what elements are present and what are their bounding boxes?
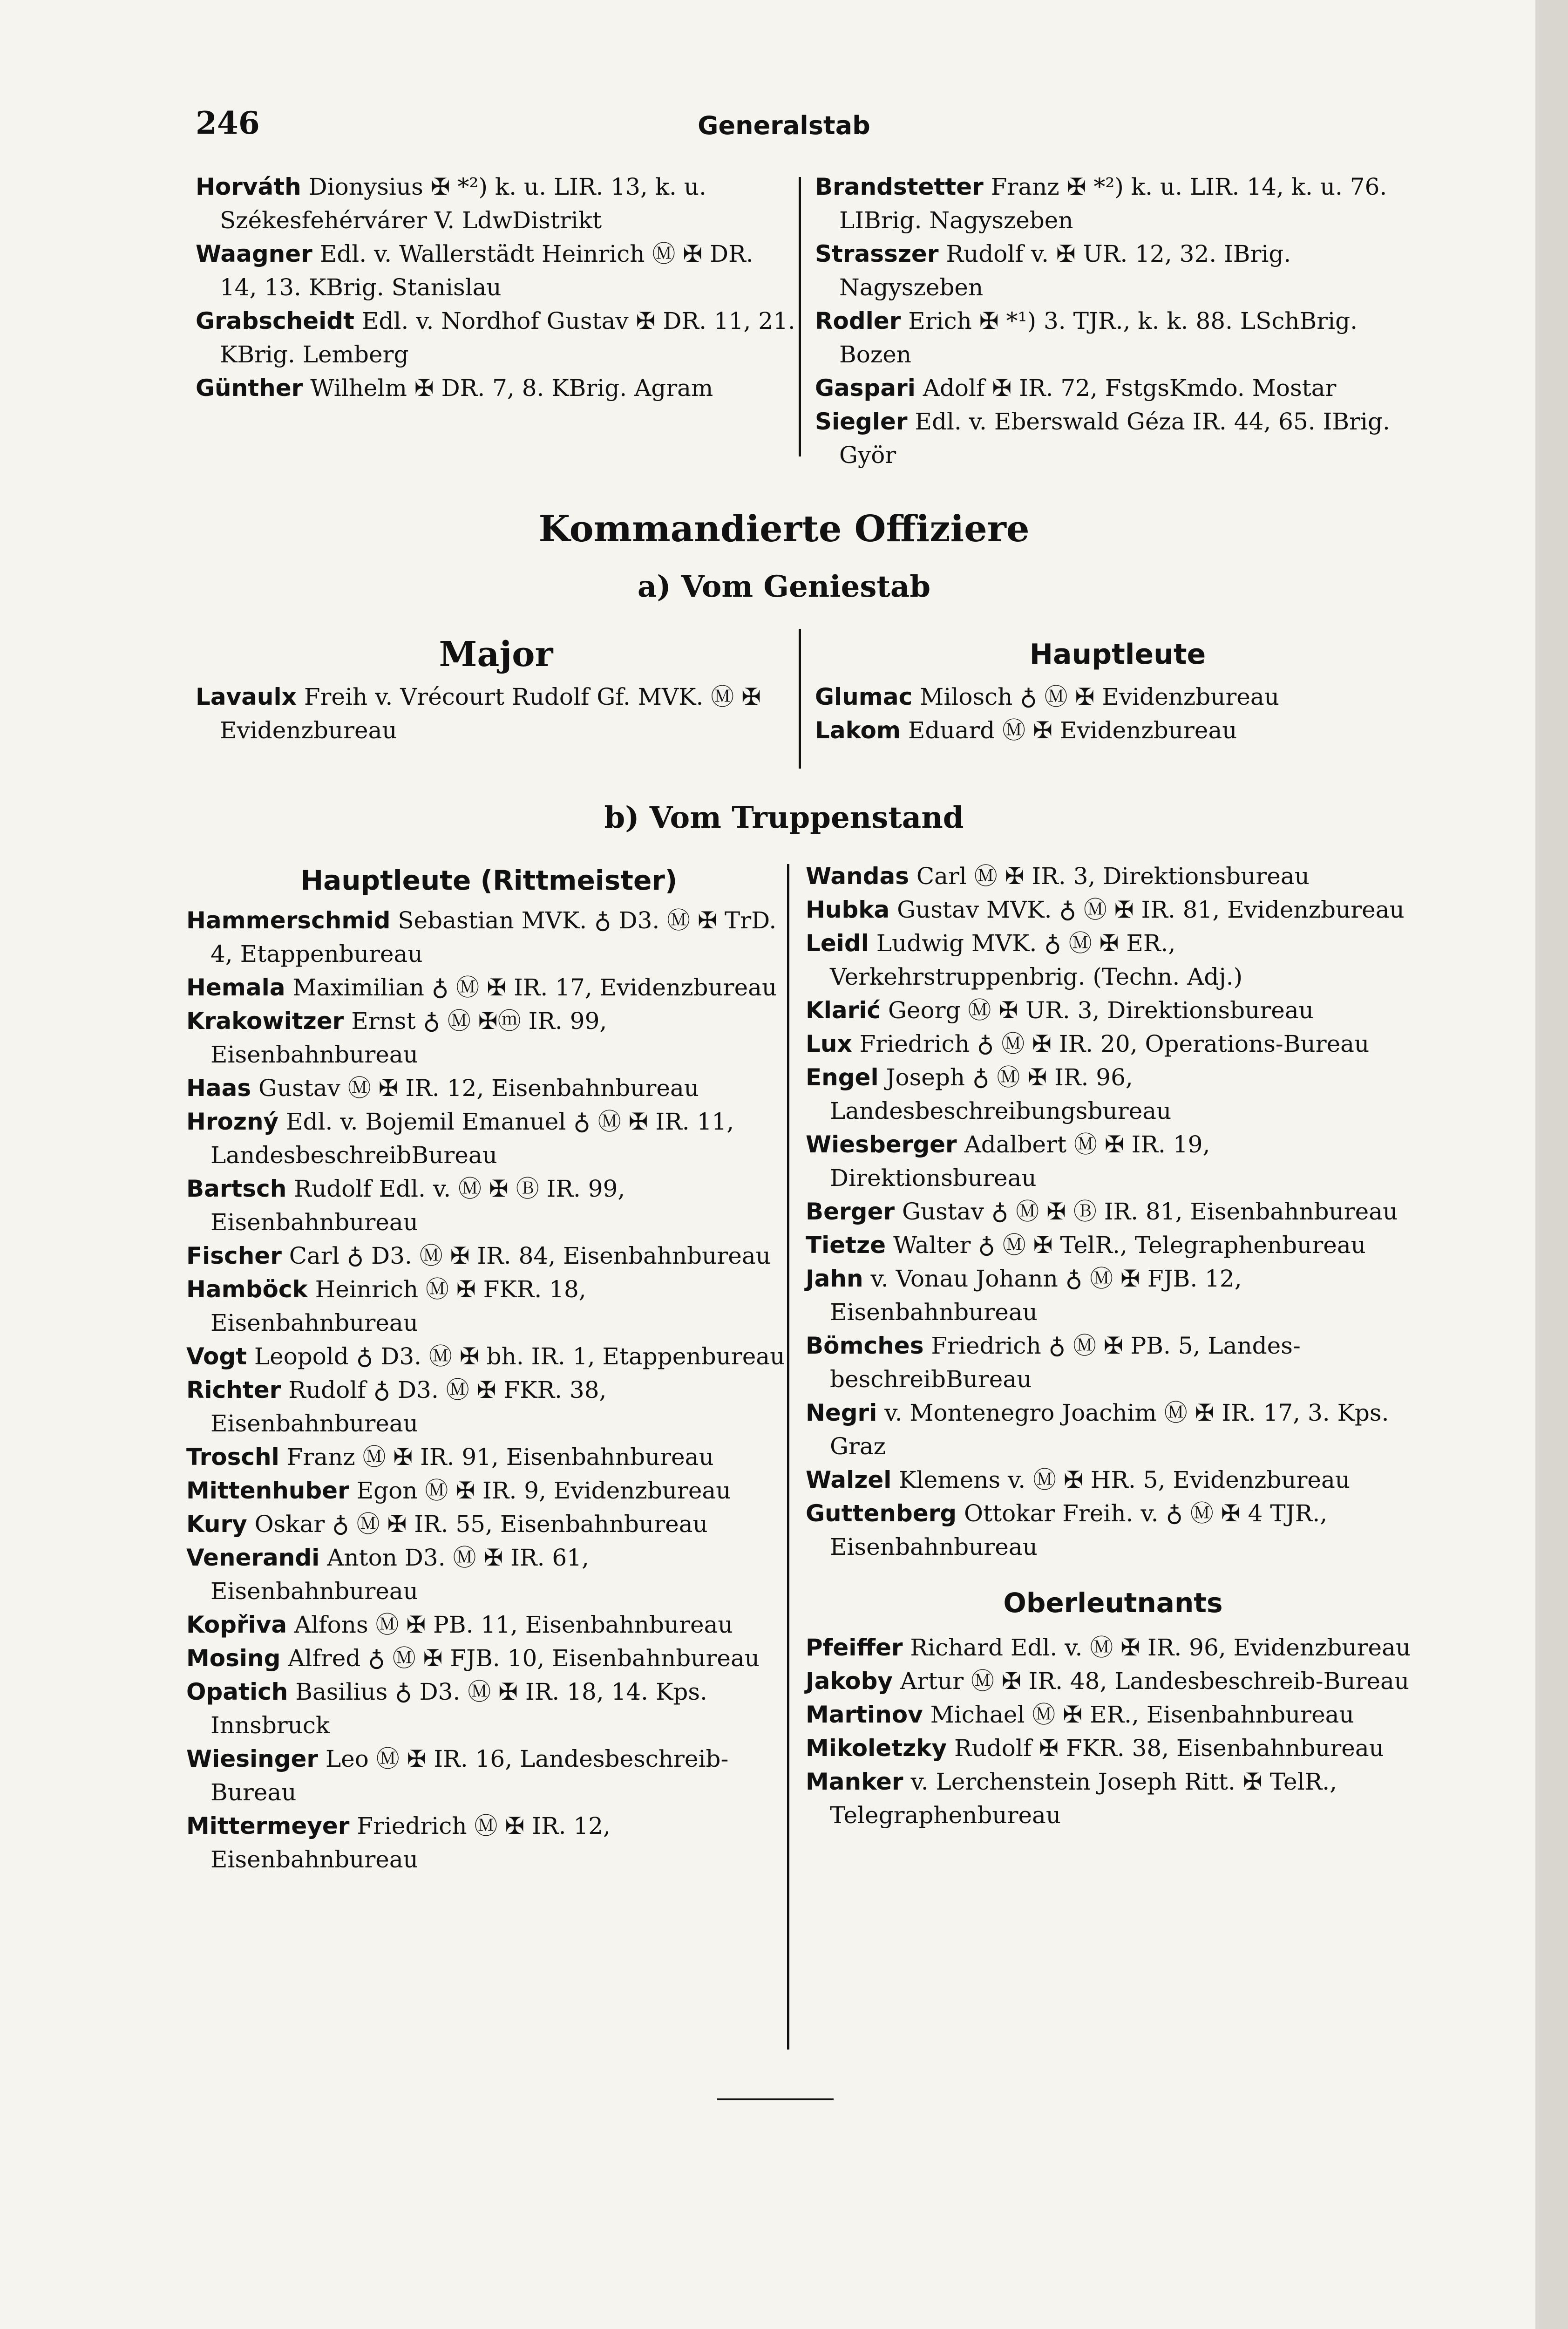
officer-surname: Siegler bbox=[815, 408, 908, 435]
officer-details: Rudolf v. ✠ UR. 12, 32. IBrig. Nagyszeben bbox=[839, 240, 1291, 301]
officer-surname: Lakom bbox=[815, 717, 901, 744]
officer-details: Ottokar Freih. v. ♁ Ⓜ ✠ 4 TJR., Eisenbahnbureau bbox=[830, 1500, 1328, 1560]
officer-details: v. Lerchenstein Joseph Ritt. ✠ TelR., Telegraphenbureau bbox=[830, 1768, 1337, 1829]
top-left-column bbox=[196, 170, 796, 405]
officer-surname: Venerandi bbox=[186, 1544, 320, 1571]
officer-surname: Mosing bbox=[186, 1645, 281, 1672]
officer-entry bbox=[186, 1474, 792, 1507]
subsection-b-title: b) Vom Truppenstand bbox=[604, 800, 964, 835]
officer-details: Heinrich Ⓜ ✠ FKR. 18, Eisenbahnbureau bbox=[210, 1276, 586, 1336]
geniestab-column-rule bbox=[799, 629, 801, 769]
officer-surname: Kury bbox=[186, 1511, 247, 1538]
officer-surname: Martinov bbox=[806, 1701, 923, 1728]
officer-entry bbox=[815, 405, 1420, 472]
officer-surname: Mittermeyer bbox=[186, 1812, 350, 1839]
major-heading: Major bbox=[439, 634, 553, 674]
officer-surname: Hubka bbox=[806, 896, 890, 923]
officer-surname: Tietze bbox=[806, 1232, 886, 1259]
rittmeister-column bbox=[186, 857, 792, 1876]
officer-entry bbox=[806, 1262, 1420, 1329]
officer-surname: Krakowitzer bbox=[186, 1008, 344, 1035]
officer-surname: Günther bbox=[196, 375, 303, 402]
officer-surname: Hemala bbox=[186, 974, 285, 1001]
officer-surname: Hrozný bbox=[186, 1108, 279, 1135]
officer-details: Michael Ⓜ ✠ ER., Eisenbahnbureau bbox=[923, 1701, 1354, 1728]
officer-details: Oskar ♁ Ⓜ ✠ IR. 55, Eisenbahnbureau bbox=[247, 1511, 708, 1538]
officer-surname: Pfeiffer bbox=[806, 1634, 903, 1661]
officer-surname: Engel bbox=[806, 1064, 879, 1091]
officer-details: Friedrich ♁ Ⓜ ✠ PB. 5, Landes-beschreibBureau bbox=[830, 1332, 1301, 1393]
right-officer-list bbox=[806, 859, 1420, 1564]
officer-surname: Manker bbox=[806, 1768, 903, 1795]
top-right-column bbox=[815, 170, 1420, 472]
officer-surname: Berger bbox=[806, 1198, 895, 1225]
officer-details: Carl ♁ D3. Ⓜ ✠ IR. 84, Eisenbahnbureau bbox=[281, 1242, 771, 1269]
officer-details: Anton D3. Ⓜ ✠ IR. 61, Eisenbahnbureau bbox=[210, 1544, 589, 1605]
officer-details: Rudolf Edl. v. Ⓜ ✠ Ⓑ IR. 99, Eisenbahnbureau bbox=[210, 1175, 625, 1236]
officer-details: Franz ✠ *²) k. u. LIR. 14, k. u. 76. LIBrig. Nagyszeben bbox=[839, 173, 1387, 234]
officer-entry bbox=[186, 1004, 792, 1071]
officer-details: Gustav Ⓜ ✠ IR. 12, Eisenbahnbureau bbox=[251, 1075, 699, 1102]
officer-surname: Walzel bbox=[806, 1466, 892, 1493]
officer-surname: Horváth bbox=[196, 173, 301, 200]
officer-details: Franz Ⓜ ✠ IR. 91, Eisenbahnbureau bbox=[279, 1444, 714, 1471]
officer-entry bbox=[186, 1809, 792, 1876]
officer-entry bbox=[806, 1061, 1420, 1128]
officer-entry bbox=[196, 237, 796, 304]
officer-details: v. Montenegro Joachim Ⓜ ✠ IR. 17, 3. Kps. Graz bbox=[830, 1399, 1389, 1460]
officer-entry bbox=[806, 994, 1420, 1027]
officer-details: Georg Ⓜ ✠ UR. 3, Direktionsbureau bbox=[881, 997, 1314, 1024]
officer-entry bbox=[815, 680, 1420, 714]
officer-surname: Leidl bbox=[806, 930, 869, 957]
officer-surname: Opatich bbox=[186, 1678, 288, 1705]
officer-surname: Mikoletzky bbox=[806, 1735, 947, 1762]
officer-surname: Richter bbox=[186, 1376, 281, 1403]
officer-surname: Kopřiva bbox=[186, 1611, 287, 1638]
officer-details: Alfred ♁ Ⓜ ✠ FJB. 10, Eisenbahnbureau bbox=[280, 1645, 760, 1672]
officer-details: Walter ♁ Ⓜ ✠ TelR., Telegraphenbureau bbox=[886, 1232, 1366, 1259]
officer-surname: Vogt bbox=[186, 1343, 247, 1370]
officer-entry bbox=[186, 1239, 792, 1273]
officer-entry bbox=[806, 1631, 1420, 1664]
officer-details: Gustav MVK. ♁ Ⓜ ✠ IR. 81, Evidenzbureau bbox=[889, 896, 1405, 923]
officer-surname: Waagner bbox=[196, 240, 312, 267]
officer-details: Edl. v. Nordhof Gustav ✠ DR. 11, 21. KBrig. Lemberg bbox=[220, 307, 795, 368]
officer-entry bbox=[196, 371, 796, 405]
officer-details: Erich ✠ *¹) 3. TJR., k. k. 88. LSchBrig. Bozen bbox=[839, 307, 1358, 368]
officer-entry bbox=[186, 904, 792, 971]
officer-surname: Hamböck bbox=[186, 1276, 308, 1303]
officer-entry bbox=[186, 971, 792, 1004]
officer-surname: Troschl bbox=[186, 1444, 279, 1471]
officer-surname: Guttenberg bbox=[806, 1500, 957, 1527]
oberleutnants-heading: Oberleutnants bbox=[1003, 1587, 1223, 1619]
officer-details: Friedrich ♁ Ⓜ ✠ IR. 20, Operations-Bureau bbox=[852, 1030, 1370, 1057]
officer-entry bbox=[186, 1105, 792, 1172]
officer-details: Artur Ⓜ ✠ IR. 48, Landesbeschreib-Bureau bbox=[893, 1668, 1410, 1695]
officer-details: Adolf ✠ IR. 72, FstgsKmdo. Mostar bbox=[915, 375, 1337, 402]
officer-entry bbox=[186, 1440, 792, 1474]
officer-details: Eduard Ⓜ ✠ Evidenzbureau bbox=[900, 717, 1237, 744]
subsection-a-title: a) Vom Geniestab bbox=[637, 569, 931, 604]
rittmeister-heading: Hauptleute (Rittmeister) bbox=[300, 865, 678, 896]
officer-entry bbox=[806, 1128, 1420, 1195]
officer-entry bbox=[186, 1373, 792, 1440]
officer-entry bbox=[815, 170, 1420, 237]
officer-details: Gustav ♁ Ⓜ ✠ Ⓑ IR. 81, Eisenbahnbureau bbox=[895, 1198, 1398, 1225]
officer-details: Rudolf ♁ D3. Ⓜ ✠ FKR. 38, Eisenbahnbureau bbox=[210, 1376, 607, 1437]
officer-surname: Negri bbox=[806, 1399, 877, 1426]
officer-details: Carl Ⓜ ✠ IR. 3, Direktionsbureau bbox=[909, 863, 1310, 890]
officer-surname: Grabscheidt bbox=[196, 307, 354, 334]
officer-entry bbox=[196, 170, 796, 237]
officer-entry bbox=[815, 237, 1420, 304]
officer-details: Leopold ♁ D3. Ⓜ ✠ bh. IR. 1, Etappenbureau bbox=[247, 1343, 785, 1370]
officer-surname: Hammerschmid bbox=[186, 907, 391, 934]
officer-surname: Jahn bbox=[806, 1265, 863, 1292]
hauptleute-heading: Hauptleute bbox=[1029, 638, 1206, 671]
top-column-rule bbox=[799, 177, 801, 456]
officer-entry bbox=[186, 1507, 792, 1541]
officer-surname: Bömches bbox=[806, 1332, 924, 1359]
officer-surname: Lavaulx bbox=[196, 683, 297, 710]
officer-entry bbox=[806, 893, 1420, 926]
officer-entry bbox=[806, 1228, 1420, 1262]
officer-details: Rudolf ✠ FKR. 38, Eisenbahnbureau bbox=[947, 1735, 1384, 1762]
officer-details: Klemens v. Ⓜ ✠ HR. 5, Evidenzbureau bbox=[891, 1466, 1351, 1493]
officer-entry bbox=[806, 1195, 1420, 1228]
officer-surname: Fischer bbox=[186, 1242, 282, 1269]
footnote-rule bbox=[717, 2098, 834, 2100]
rittmeister-list bbox=[186, 904, 792, 1876]
officer-details: Richard Edl. v. Ⓜ ✠ IR. 96, Evidenzbureau bbox=[903, 1634, 1411, 1661]
officer-surname: Rodler bbox=[815, 307, 901, 334]
officer-entry bbox=[806, 1463, 1420, 1497]
officer-surname: Glumac bbox=[815, 683, 913, 710]
officer-entry bbox=[806, 1027, 1420, 1061]
major-column bbox=[196, 629, 796, 747]
officer-surname: Klarić bbox=[806, 997, 881, 1024]
officer-details: Edl. v. Bojemil Emanuel ♁ Ⓜ ✠ IR. 11, LandesbeschreibBureau bbox=[210, 1108, 734, 1169]
officer-details: Adalbert Ⓜ ✠ IR. 19, Direktionsbureau bbox=[830, 1131, 1210, 1192]
officer-entry bbox=[806, 1396, 1420, 1463]
officer-entry bbox=[186, 1742, 792, 1809]
officer-entry bbox=[186, 1273, 792, 1340]
officer-entry bbox=[186, 1608, 792, 1641]
officer-details: Basilius ♁ D3. Ⓜ ✠ IR. 18, 14. Kps. Innsbruck bbox=[210, 1678, 707, 1739]
officer-entry bbox=[806, 859, 1420, 893]
main-column-rule bbox=[787, 864, 789, 2050]
officer-details: Milosch ♁ Ⓜ ✠ Evidenzbureau bbox=[912, 683, 1279, 710]
officer-surname: Jakoby bbox=[806, 1668, 893, 1695]
officer-entry bbox=[186, 1641, 792, 1675]
officer-entry bbox=[806, 1698, 1420, 1731]
officer-surname: Lux bbox=[806, 1030, 852, 1057]
officer-details: Egon Ⓜ ✠ IR. 9, Evidenzbureau bbox=[349, 1477, 731, 1504]
right-column bbox=[806, 859, 1420, 1832]
officer-entry bbox=[186, 1340, 792, 1373]
officer-surname: Haas bbox=[186, 1075, 251, 1102]
officer-entry bbox=[196, 680, 796, 747]
officer-surname: Gaspari bbox=[815, 375, 916, 402]
officer-details: Freih v. Vrécourt Rudolf Gf. MVK. Ⓜ ✠ Evidenzbureau bbox=[220, 683, 761, 744]
officer-details: Wilhelm ✠ DR. 7, 8. KBrig. Agram bbox=[303, 375, 713, 402]
officer-entry bbox=[806, 1664, 1420, 1698]
officer-entry bbox=[815, 714, 1420, 747]
section-title: Kommandierte Offiziere bbox=[538, 508, 1030, 550]
officer-details: Leo Ⓜ ✠ IR. 16, Landesbeschreib-Bureau bbox=[210, 1745, 729, 1806]
officer-details: Sebastian MVK. ♁ D3. Ⓜ ✠ TrD. 4, Etappenbureau bbox=[210, 907, 777, 967]
officer-entry bbox=[806, 1731, 1420, 1765]
officer-details: Joseph ♁ Ⓜ ✠ IR. 96, Landesbeschreibungsbureau bbox=[830, 1064, 1172, 1124]
officer-surname: Wiesinger bbox=[186, 1745, 319, 1772]
officer-details: Maximilian ♁ Ⓜ ✠ IR. 17, Evidenzbureau bbox=[285, 974, 777, 1001]
officer-entry bbox=[186, 1172, 792, 1239]
officer-surname: Strasszer bbox=[815, 240, 939, 267]
officer-entry bbox=[815, 371, 1420, 405]
geniestab-hauptleute-list bbox=[815, 680, 1420, 747]
officer-entry bbox=[186, 1541, 792, 1608]
officer-entry bbox=[196, 304, 796, 371]
page-edge bbox=[1535, 0, 1568, 2329]
officer-entry bbox=[806, 1497, 1420, 1564]
officer-details: Edl. v. Eberswald Géza IR. 44, 65. IBrig. Györ bbox=[839, 408, 1390, 469]
officer-details: Ludwig MVK. ♁ Ⓜ ✠ ER., Verkehrstruppenbrig. (Techn. Adj.) bbox=[830, 930, 1243, 990]
officer-surname: Wandas bbox=[806, 863, 909, 890]
officer-details: v. Vonau Johann ♁ Ⓜ ✠ FJB. 12, Eisenbahnbureau bbox=[830, 1265, 1242, 1326]
officer-surname: Wiesberger bbox=[806, 1131, 957, 1158]
officer-details: Alfons Ⓜ ✠ PB. 11, Eisenbahnbureau bbox=[287, 1611, 733, 1638]
officer-entry bbox=[806, 926, 1420, 994]
page-number: 246 bbox=[196, 105, 260, 141]
officer-entry bbox=[806, 1329, 1420, 1396]
officer-entry bbox=[806, 1765, 1420, 1832]
officer-details: Friedrich Ⓜ ✠ IR. 12, Eisenbahnbureau bbox=[210, 1812, 611, 1873]
running-title: Generalstab bbox=[698, 111, 870, 140]
officer-details: Ernst ♁ Ⓜ ✠ⓜ IR. 99, Eisenbahnbureau bbox=[210, 1008, 607, 1068]
oberleutnants-list bbox=[806, 1631, 1420, 1832]
officer-surname: Mittenhuber bbox=[186, 1477, 349, 1504]
officer-entry bbox=[186, 1071, 792, 1105]
officer-details: Dionysius ✠ *²) k. u. LIR. 13, k. u. Székesfehérvárer V. LdwDistrikt bbox=[220, 173, 706, 234]
officer-entry bbox=[186, 1675, 792, 1742]
major-list bbox=[196, 680, 796, 747]
officer-surname: Brandstetter bbox=[815, 173, 984, 200]
geniestab-hauptleute-column bbox=[815, 629, 1420, 747]
officer-entry bbox=[815, 304, 1420, 371]
officer-details: Edl. v. Wallerstädt Heinrich Ⓜ ✠ DR. 14, 13. KBrig. Stanislau bbox=[220, 240, 753, 301]
officer-surname: Bartsch bbox=[186, 1175, 287, 1202]
